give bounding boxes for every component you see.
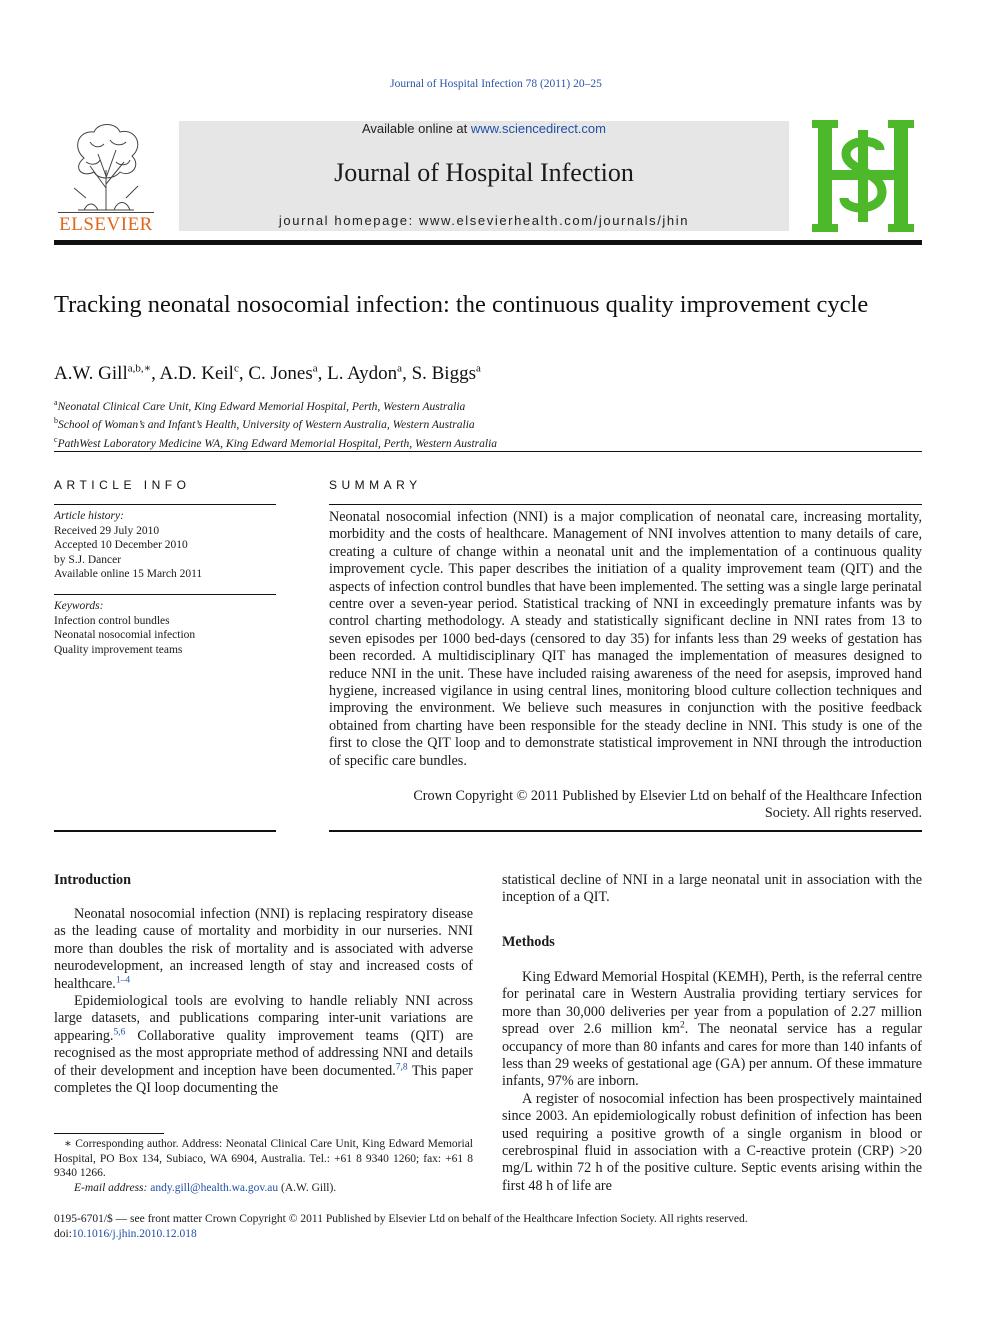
corresponding-author-footnote: ∗ Corresponding author. Address: Neonatal Clinical Care Unit, King Edward Memorial Hospital, PO Box 134, Subiaco, WA 6904, Australia. Tel.: +61 8 9340 1260; fax: +61 8 9340 1266. E-mail address: andy.gill@health.wa.gov.au (A.W. Gill).	[54, 1138, 473, 1194]
history-item: Accepted 10 December 2010	[54, 539, 188, 551]
author: A.D. Keil$^c$,	[159, 363, 249, 385]
hospital-infection-society-icon	[804, 116, 922, 236]
elsevier-wordmark: ELSEVIER	[59, 214, 153, 235]
affiliation: $^b$School of Woman’s and Infant’s Health, University of Western Australia, Western Australia	[54, 416, 475, 432]
history-item: by S.J. Dancer	[54, 553, 122, 566]
keywords-label: Keywords:	[54, 600, 104, 612]
his-logo	[804, 116, 922, 236]
elsevier-logo	[54, 118, 158, 236]
keyword: Neonatal nosocomial infection	[54, 629, 196, 641]
doi-link[interactable]: 10.1016/j.jhin.2010.12.018	[71, 1227, 197, 1240]
introduction-continuation: statistical decline of NNI in a large neonatal unit in association with the inception of a QIT.	[502, 872, 922, 906]
introduction-text	[54, 906, 473, 1097]
article-history	[54, 509, 276, 582]
keyword: Infection control bundles	[54, 614, 170, 627]
divider	[54, 594, 276, 595]
author: C. Jones$^a$,	[248, 363, 328, 385]
citation-link[interactable]: 5,6	[113, 1027, 126, 1038]
affiliation: $^a$Neonatal Clinical Care Unit, King Edward Memorial Hospital, Perth, Western Australia	[54, 398, 466, 413]
header-rule	[54, 240, 922, 245]
keyword: Quality improvement teams	[54, 643, 183, 656]
paragraph: A register of nosocomial infection has been prospectively maintained since 2003. An epidemiologically robust definition of infection has been used requiring a positive growth of a single organism in blood or cerebrospinal fluid in association with a C-reactive protein (CRP) >20 mg/L within 72 h of the positive culture. Septic events arising within the first 48 h of life are	[502, 1090, 922, 1194]
journal-reference[interactable]: Journal of Hospital Infection 78 (2011) 20–25	[390, 78, 602, 90]
history-item: Available online 15 March 2011	[54, 568, 203, 580]
history-label: Article history:	[54, 510, 124, 522]
affiliations	[54, 396, 922, 451]
journal-title: Journal of Hospital Infection	[334, 158, 634, 187]
summary-heading: SUMMARY	[329, 478, 422, 492]
methods-heading: Methods	[502, 934, 555, 950]
email-link[interactable]: andy.gill@health.wa.gov.au	[150, 1181, 279, 1194]
footnote-rule	[54, 1133, 164, 1134]
article-title: Tracking neonatal nosocomial infection: the continuous quality improvement cycle	[54, 291, 869, 318]
paragraph: Epidemiological tools are evolving to handle reliably NNI across large datasets, and publications comparing inter-unit variations are appearing.$^{5,6}$ Collaborative quality improvement teams (QIT) are recognised as the most appropriate method of addressing NNI and details of their development and inception have been documented.$^{7,8}$ This paper completes the QI loop documenting the	[54, 993, 473, 1097]
methods-text	[502, 969, 922, 1195]
article-info-heading: ARTICLE INFO	[54, 478, 191, 492]
paragraph: Neonatal nosocomial infection (NNI) is replacing respiratory disease as the leading cause of mortality and morbidity in our nurseries. NNI more than doubles the risk of mortality and is associated with adverse neurodevelopment, an increased length of stay and increased costs of healthcare.$^{1-4}$	[54, 906, 473, 992]
citation-link[interactable]: 7,8	[395, 1061, 408, 1072]
citation-link[interactable]: 1–4	[115, 974, 131, 985]
author: S. Biggs$^a$	[411, 363, 481, 385]
issn-line: 0195-6701/$ — see front matter Crown Copyright © 2011 Published by Elsevier Ltd on behalf of the Healthcare Infection Society. All rights reserved.	[54, 1213, 748, 1225]
summary-text: Neonatal nosocomial infection (NNI) is a major complication of neonatal care, increasing mortality, morbidity and the costs of healthcare. Management of NNI involves attention to many details of care, creating a culture of change within a neonatal unit and the implementation of a continuous quality improvement cycle. This paper describes the initiation of a quality improvement team (QIT) and the aspects of infection control bundles that have been implemented. The setting was a single large perinatal centre over a seven-year period. Statistical tracking of NNI in exceedingly premature infants was by control charting methodology. A steady and statistically significant decline in NNI rates from 13 to seven episodes per 1000 bed-days (censored to day 35) for infants less than 29 weeks of gestation has been recorded. A multidisciplinary QIT has managed the implementation of measures designed to reduce NNI in the unit. These have included raising awareness of the need for asepsis, improved hand hygiene, increased vigilance in using central lines, monitoring blood culture collection techniques and improving the environment. We believe such measures in conjunction with the positive feedback obtained from charting have been responsible for the steady decline in NNI. This study is one of the first to close the QIT loop and to demonstrate statistical improvement in NNI through the introduction of specific care bundles.	[329, 509, 922, 769]
keywords	[54, 599, 276, 657]
introduction-heading: Introduction	[54, 872, 131, 888]
author: A.W. Gill$^{a,b,∗}$,	[54, 363, 160, 385]
affiliation: $^c$PathWest Laboratory Medicine WA, King Edward Memorial Hospital, Perth, Western Australia	[54, 434, 498, 450]
available-online: Available online at www.sciencedirect.com	[361, 121, 606, 136]
sciencedirect-link[interactable]: www.sciencedirect.com	[470, 121, 606, 136]
author-list	[54, 362, 922, 385]
divider	[54, 504, 276, 505]
paragraph: King Edward Memorial Hospital (KEMH), Perth, is the referral centre for perinatal care in Western Australia providing tertiary services for more than 30,000 deliveries per year from a population of 2.27 million spread over 2.6 million $km^2$. The neonatal service has a regular occupancy of more than 80 infants and cares for more than 140 infants of less than 29 weeks of gestational age (GA) per annum. Of these immature infants, 97% are inborn.	[502, 969, 922, 1090]
front-matter-footer	[54, 1212, 922, 1241]
title-rule	[54, 451, 922, 452]
doi-line: doi:10.1016/j.jhin.2010.12.018	[54, 1227, 197, 1240]
history-item: Received 29 July 2010	[54, 524, 160, 537]
divider	[329, 504, 922, 505]
elsevier-tree-icon	[54, 118, 158, 236]
summary-copyright: Crown Copyright © 2011 Published by Elsevier Ltd on behalf of the Healthcare Infection Society. All rights reserved.	[413, 788, 922, 822]
divider	[54, 830, 276, 832]
divider	[329, 830, 922, 832]
author: L. Aydon$^a$,	[327, 363, 412, 385]
journal-homepage[interactable]: journal homepage: www.elsevierhealth.com/journals/jhin	[278, 213, 690, 228]
